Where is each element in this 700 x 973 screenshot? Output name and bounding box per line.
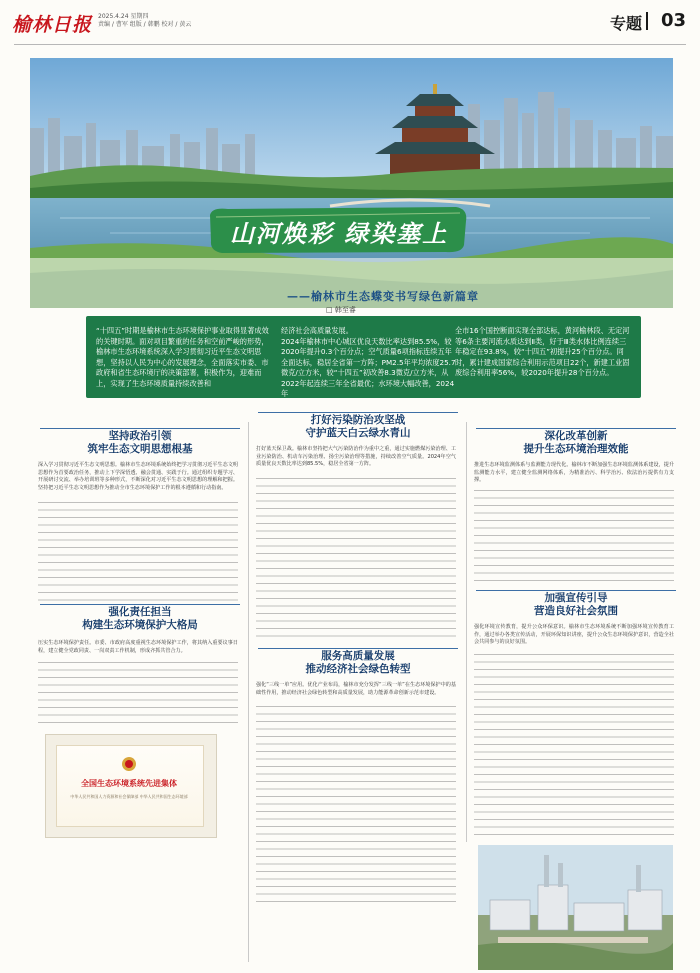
heading-rule [40,428,240,429]
article-paragraph: 深入学习贯彻习近平生态文明思想。榆林市生态环境系统始终把学习贯彻习近平生态文明思想作为首要政治任务，推动上下学深悟透、融会贯通、实践于行。通过组织专题学习、开展研讨交流、举办培训班等多种形式，不断深化对习近平生态文明思想的理解和把握。坚持把习近平生态文明思想作为推动全市生态环境保护工作的根本遵循和行动指南。 [38,462,238,491]
article-text-block [256,706,456,902]
newspaper-logo: 榆林日报 [12,14,93,36]
issue-date: 2025.4.24 星期四 [98,13,149,20]
section-heading: 强化责任担当 构建生态环境保护大格局 [82,606,198,631]
article-paragraph: 打好蓝天保卫战。榆林市坚持把大气污染防治作为重中之重，通过实施燃煤污染治理、工业污染防治、机动车污染治理、扬尘污染治理等措施，持续改善空气质量。2024年空气质量优良天数比率达到85.5%，稳居全省第一方阵。 [256,446,456,467]
section-label: 专题 [609,14,642,33]
section-heading: 深化改革创新 提升生态环境治理效能 [523,430,629,455]
column-divider [466,422,467,842]
editor-credits: 责编 / 曹军 组版 / 韩鹏 校对 / 黄云 [98,21,192,28]
industrial-park-photo [478,845,673,970]
intro-column-1: “十四五”时期是榆林市生态环境保护事业取得显著成效的关键时期。面对项目繁重的任务和空前严峻的形势，榆林市生态环境系统深入学习贯彻习近平生态文明思想，坚持以人民为中心的发展理念，全面落实市委、市政府和省生态环境厅的决策部署，积极作为，迎难而上，实现了生态环境质量持续改善和 [96,326,269,388]
column-divider [248,422,249,962]
intro-column-3: 全市16个国控断面实现全部达标，黄河榆林段、无定河等6条主要河流水质达到Ⅱ类，好于Ⅲ类水体比例连续三年稳定在93.8%，较“十四五”初提升25个百分点。同时，累计建成国家综合利用示范项目22个，新建工业固废综合利用率56%，较2020年提升28个百分点。 [455,326,630,377]
hero-banner [206,205,472,255]
heading-rule [258,648,458,649]
byline: □ 韩至睿 [326,306,356,314]
emblem-icon [70,755,188,773]
article-text-block [38,502,238,602]
heading-rule [476,590,676,591]
certificate-issuer: 中华人民共和国人力资源和社会保障部 中华人民共和国生态环境部 [70,794,188,799]
article-paragraph: 强化“三线一单”应用。优化产业布局，榆林市充分发挥“三线一单”在生态环境保护中的基础性作用，推动经济社会绿色转型和高质量发展，助力能源革命创新示范市建设。 [256,682,456,696]
article-text-block [474,654,674,840]
headline-subtitle: ——榆林市生态蝶变书写绿色新篇章 [287,290,479,303]
issue-meta [98,13,191,29]
section-heading: 打好污染防治攻坚战 守护蓝天白云绿水青山 [305,414,411,439]
article-paragraph: 压实生态环境保护责任。市委、市政府高度重视生态环境保护工作，将其纳入重要议事日程，建立健全党政同责、一岗双责工作机制，形成齐抓共管合力。 [38,640,238,654]
page-number: 03 [660,10,686,31]
article-paragraph: 推进生态环境监测体系与监测能力现代化。榆林市不断加强生态环境监测体系建设，提升监测能力水平，建立健全监测网络体系，为精准治污、科学治污、依法治污提供有力支撑。 [474,462,674,483]
certificate-title: 全国生态环境系统先进集体 [81,779,177,788]
article-text-block [474,490,674,586]
section-divider [646,12,648,30]
heading-rule [476,428,676,429]
article-text-block [38,662,238,727]
intro-column-2: 经济社会高质量发展。 2024年榆林市中心城区优良天数比率达到85.5%，较2020年提升0.3个百分点；空气质量6项指标连续五年全面达标，稳居全省第一方阵；PM2.5年平均浓度25.7微克/立方米，较“十四五”初改善8.3微克/立方米，从2022年起连续三年全省最优；水环境大幅改善，2024年 [281,326,456,398]
article-text-block [256,478,456,638]
heading-rule [40,604,240,605]
banner-title: 山河焕彩 绿染塞上 [229,220,449,248]
heading-rule [258,412,458,413]
article-paragraph: 强化环境宣传教育，提升公众环保意识。榆林市生态环境系统不断加强环境宣传教育工作，通过举办各类宣传活动，开展环保知识讲座，提升公众生态环境保护意识，营造全社会共同参与的良好氛围。 [474,624,674,645]
section-heading: 坚持政治引领 筑牢生态文明思想根基 [87,430,193,455]
section-heading: 服务高质量发展 推动经济社会绿色转型 [305,650,411,675]
hero-photo [30,58,673,308]
section-heading: 加强宣传引导 营造良好社会氛围 [534,592,618,617]
